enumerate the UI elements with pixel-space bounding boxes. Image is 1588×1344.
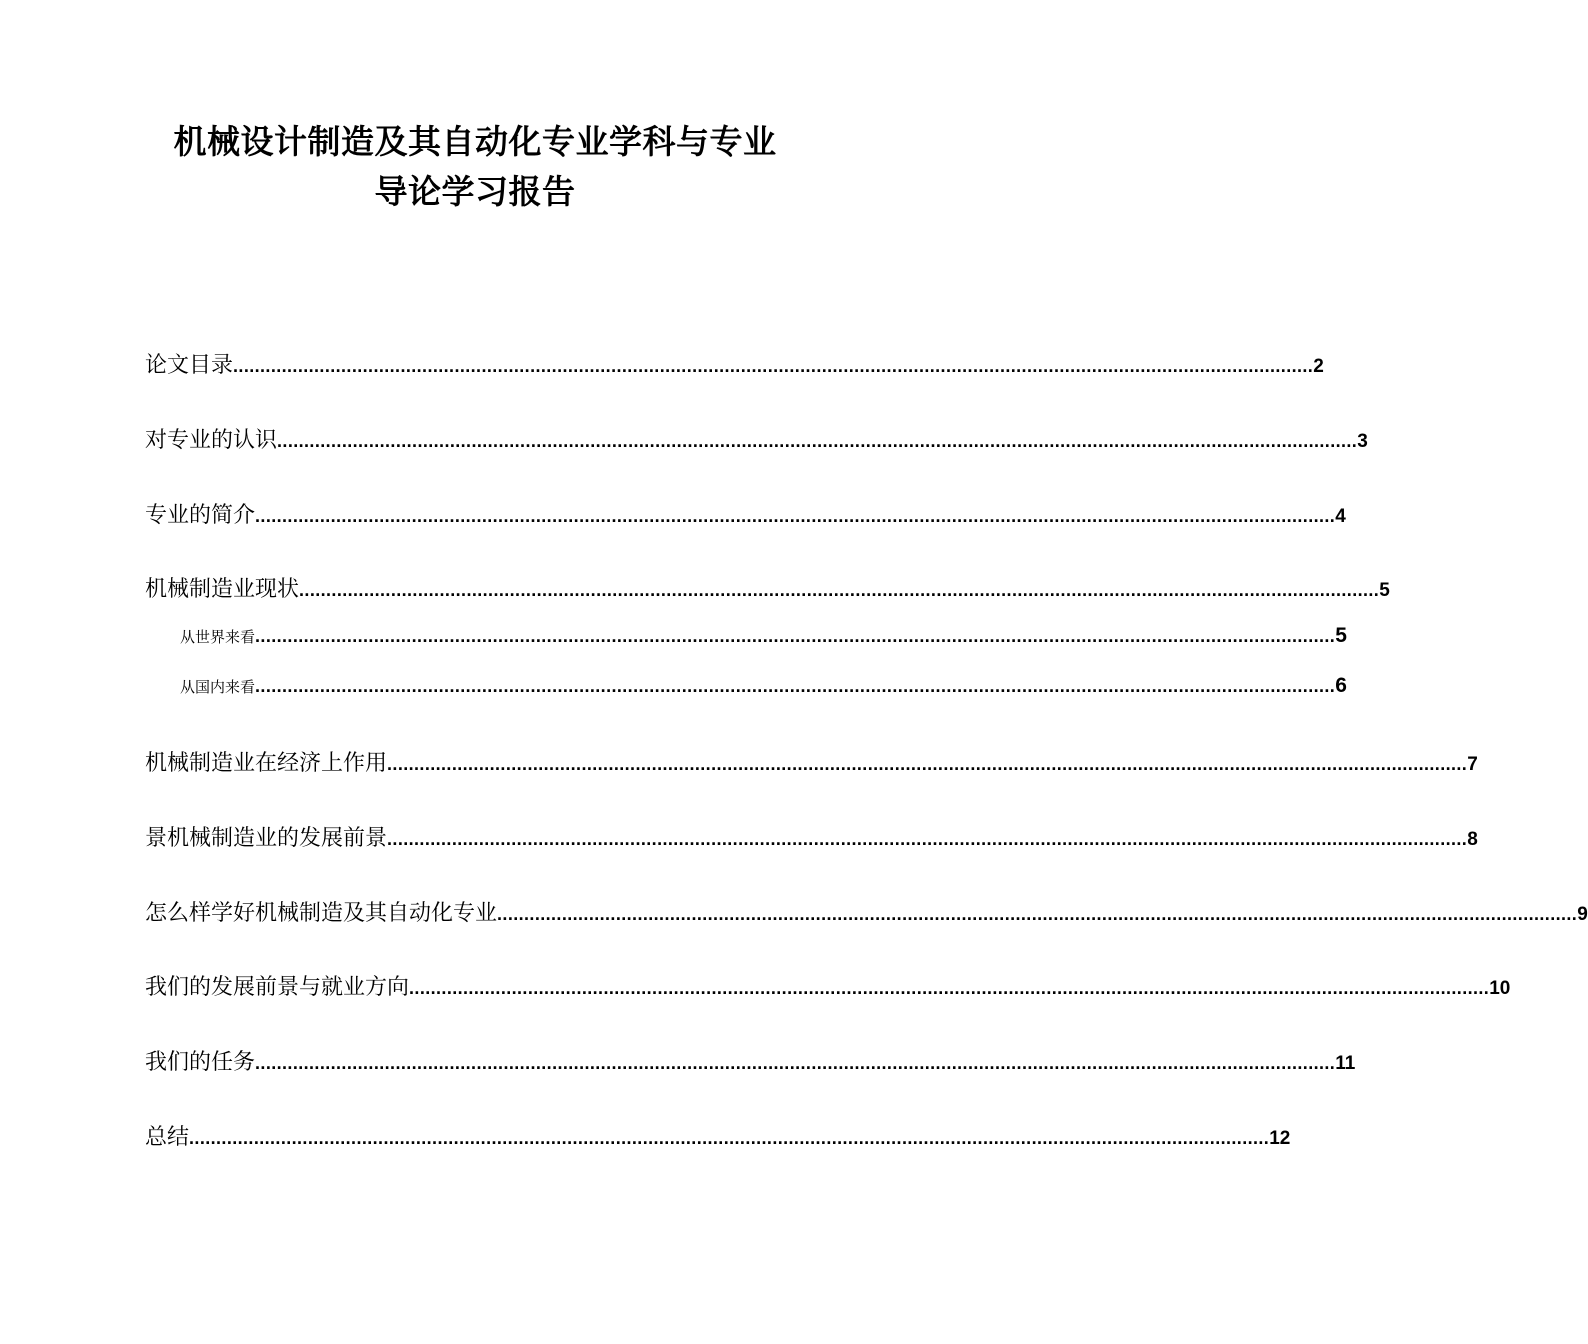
toc-dot-leader: ........................................................................................................................................................................................................ xyxy=(409,978,1490,998)
toc-page-number: 6 xyxy=(1335,674,1347,697)
toc-page-number: 5 xyxy=(1335,624,1347,647)
toc-entry-label: 从世界来看 xyxy=(180,628,256,646)
toc-entry-how-to-learn[interactable] xyxy=(145,896,1588,927)
toc-entry-label: 总结 xyxy=(145,1125,190,1150)
toc-entry-career-direction[interactable] xyxy=(145,970,1511,1001)
toc-dot-leader: ........................................................................................................................................................................................................ xyxy=(387,754,1468,774)
toc-dot-leader: ........................................................................................................................................................................................................ xyxy=(387,829,1468,849)
toc-dot-leader: ........................................................................................................................................................................................................ xyxy=(299,580,1380,600)
toc-page-number: 12 xyxy=(1269,1128,1291,1149)
toc-entry-summary[interactable] xyxy=(145,1120,1291,1151)
toc-page-number: 5 xyxy=(1379,580,1390,601)
toc-page-number: 2 xyxy=(1313,356,1324,377)
toc-dot-leader: ........................................................................................................................................................................................................ xyxy=(255,1053,1336,1073)
toc-page-number: 10 xyxy=(1489,978,1511,999)
toc-entry-understanding-major[interactable] xyxy=(145,423,1368,454)
toc-entry-label: 我们的任务 xyxy=(145,1050,256,1075)
toc-entry-label: 专业的简介 xyxy=(145,503,256,528)
title-line-2: 导论学习报告 xyxy=(374,172,576,211)
toc-dot-leader: ........................................................................................................................................................................................................ xyxy=(255,626,1336,646)
toc-entry-world-view[interactable] xyxy=(180,624,1347,648)
toc-entry-label: 论文目录 xyxy=(145,353,234,378)
title-line-1: 机械设计制造及其自动化专业学科与专业 xyxy=(173,122,777,161)
toc-entry-label: 从国内来看 xyxy=(180,678,256,696)
toc-entry-our-tasks[interactable] xyxy=(145,1045,1356,1076)
toc-dot-leader: ........................................................................................................................................................................................................ xyxy=(497,904,1578,924)
toc-dot-leader: ........................................................................................................................................................................................................ xyxy=(189,1128,1270,1148)
toc-entry-label: 对专业的认识 xyxy=(145,428,278,453)
toc-dot-leader: ........................................................................................................................................................................................................ xyxy=(277,431,1358,451)
toc-dot-leader: ........................................................................................................................................................................................................ xyxy=(233,356,1314,376)
toc-entry-industry-status[interactable] xyxy=(145,572,1390,603)
toc-dot-leader: ........................................................................................................................................................................................................ xyxy=(255,506,1336,526)
toc-entry-development-prospects[interactable] xyxy=(145,821,1478,852)
toc-dot-leader: ........................................................................................................................................................................................................ xyxy=(255,676,1336,696)
toc-page-number: 3 xyxy=(1357,431,1368,452)
toc-page-number: 9 xyxy=(1577,904,1588,925)
toc-entry-economic-role[interactable] xyxy=(145,746,1478,777)
toc-page-number: 4 xyxy=(1335,506,1346,527)
toc-page-number: 7 xyxy=(1467,754,1478,775)
toc-entry-label: 怎么样学好机械制造及其自动化专业 xyxy=(145,901,498,926)
toc-entry-domestic-view[interactable] xyxy=(180,674,1347,698)
toc-page-number: 11 xyxy=(1335,1053,1356,1074)
toc-entry-label: 机械制造业现状 xyxy=(145,577,300,602)
toc-entry-label: 机械制造业在经济上作用 xyxy=(145,751,388,776)
toc-entry-thesis-contents[interactable] xyxy=(145,348,1324,379)
toc-entry-major-introduction[interactable] xyxy=(145,498,1346,529)
toc-entry-label: 我们的发展前景与就业方向 xyxy=(145,975,410,1000)
toc-entry-label: 景机械制造业的发展前景 xyxy=(145,826,388,851)
toc-page-number: 8 xyxy=(1467,829,1478,850)
